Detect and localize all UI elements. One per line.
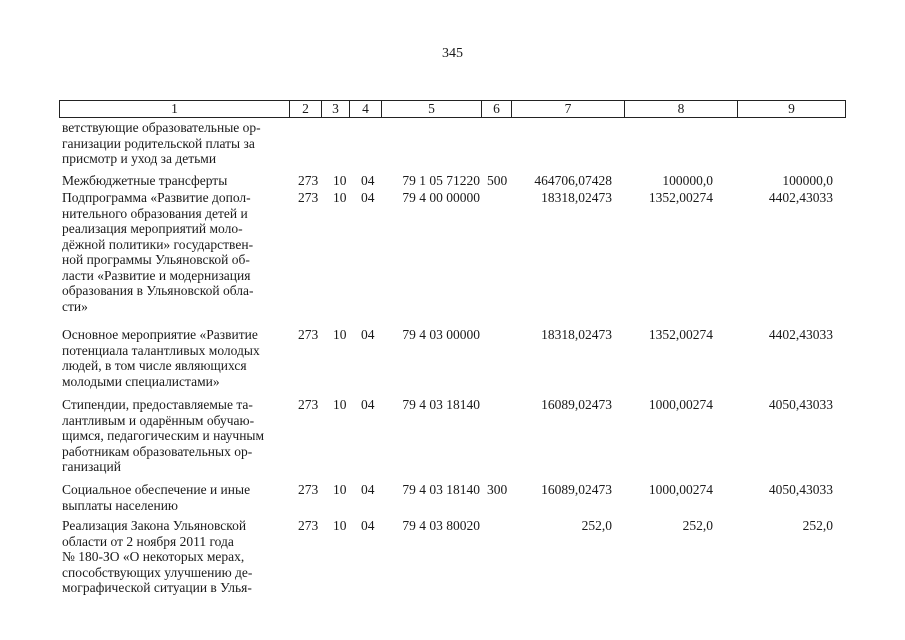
table-header [59, 100, 846, 118]
amount-col-9: 4050,43033 [768, 397, 833, 412]
header-col-8: 8 [625, 101, 738, 117]
header-col-1: 1 [60, 101, 290, 117]
subsection-code: 10 [333, 518, 347, 533]
sub-subsection-code: 04 [361, 190, 375, 205]
amount-col-7: 16089,02473 [541, 482, 612, 497]
amount-col-7: 18318,02473 [541, 327, 612, 342]
description-line: ной программы Ульяновской об- [62, 252, 250, 267]
amount-col-9: 100000,0 [782, 173, 833, 188]
description-line: мографической ситуации в Улья- [62, 580, 252, 595]
sub-subsection-code: 04 [361, 327, 375, 342]
amount-col-7: 16089,02473 [541, 397, 612, 412]
description-line: потенциала талантливых молодых [62, 342, 260, 358]
section-code: 273 [298, 518, 319, 533]
section-code: 273 [298, 173, 319, 188]
section-code: 273 [298, 482, 319, 497]
sub-subsection-code: 04 [361, 173, 375, 188]
amount-col-9: 4402,43033 [768, 190, 833, 205]
amount-col-9: 4050,43033 [768, 482, 833, 497]
target-article-code: 79 4 03 00000 [402, 327, 480, 342]
description-line: лантливым и одарённым обучаю- [62, 412, 255, 428]
description-line: молодыми специалистами» [62, 373, 220, 389]
section-code: 273 [298, 190, 319, 205]
sub-subsection-code: 04 [361, 397, 375, 412]
description-line: № 180-ЗО «О некоторых мерах, [62, 549, 245, 564]
description-line: Основное мероприятие «Развитие [62, 327, 258, 342]
target-article-code: 79 4 03 18140 [402, 482, 480, 497]
target-article-code: 79 4 03 80020 [402, 518, 480, 533]
description-line: Межбюджетные трансферты [62, 173, 228, 188]
amount-col-9: 4402,43033 [768, 327, 833, 342]
description-line: ганизаций [62, 459, 121, 474]
description-line: ветствующие образовательные ор- [62, 120, 261, 135]
subsection-code: 10 [333, 327, 347, 342]
row-description [62, 120, 288, 167]
amount-col-8: 1000,00274 [648, 482, 713, 497]
description-line: реализация мероприятий моло- [62, 221, 243, 236]
sub-subsection-code: 04 [361, 518, 375, 533]
description-line: присмотр и уход за детьми [62, 151, 217, 166]
description-line: Подпрограмма «Развитие допол- [62, 190, 251, 205]
row-description [62, 518, 288, 596]
section-code: 273 [298, 397, 319, 412]
amount-col-8: 1352,00274 [648, 190, 713, 205]
amount-col-7: 464706,07428 [534, 173, 612, 188]
expense-type-code: 500 [487, 173, 508, 188]
header-col-9: 9 [788, 101, 795, 116]
description-line: ласти «Развитие и модернизация [62, 267, 251, 283]
target-article-code: 79 1 05 71220 [402, 173, 480, 188]
amount-col-8: 100000,0 [662, 173, 713, 188]
description-line: способствующих улучшению де- [62, 564, 253, 580]
description-line: образования в Ульяновской обла- [62, 283, 254, 298]
header-col-7: 7 [512, 101, 625, 117]
description-line: нительного образования детей и [62, 205, 248, 221]
header-col-6: 6 [482, 101, 512, 117]
row-description [62, 327, 288, 389]
description-line: выплаты населению [62, 497, 179, 513]
amount-col-8: 1000,00274 [648, 397, 713, 412]
amount-col-9: 252,0 [802, 518, 833, 533]
description-line: людей, в том числе являющихся [62, 358, 247, 373]
description-line: сти» [62, 298, 88, 314]
header-col-5: 5 [382, 101, 482, 117]
subsection-code: 10 [333, 190, 347, 205]
target-article-code: 79 4 00 00000 [402, 190, 480, 205]
header-col-4: 4 [350, 101, 382, 117]
header-col-2: 2 [290, 101, 322, 117]
description-line: Социальное обеспечение и иные [62, 482, 251, 497]
description-line: работникам образовательных ор- [62, 443, 253, 459]
amount-col-7: 18318,02473 [541, 190, 612, 205]
subsection-code: 10 [333, 482, 347, 497]
amount-col-8: 252,0 [682, 518, 713, 533]
description-line: Реализация Закона Ульяновской [62, 518, 247, 533]
amount-col-8: 1352,00274 [648, 327, 713, 342]
section-code: 273 [298, 327, 319, 342]
amount-col-7: 252,0 [581, 518, 612, 533]
row-description [62, 173, 288, 189]
description-line: ганизации родительской платы за [62, 135, 255, 151]
sub-subsection-code: 04 [361, 482, 375, 497]
row-description [62, 482, 288, 513]
row-description [62, 397, 288, 475]
row-description [62, 190, 288, 314]
subsection-code: 10 [333, 397, 347, 412]
page-number: 345 [442, 46, 463, 61]
description-line: щимся, педагогическим и научным [62, 428, 265, 443]
expense-type-code: 300 [487, 482, 508, 497]
description-line: дёжной политики» государствен- [62, 236, 254, 252]
header-col-3: 3 [322, 101, 350, 117]
subsection-code: 10 [333, 173, 347, 188]
description-line: области от 2 ноября 2011 года [62, 533, 234, 549]
target-article-code: 79 4 03 18140 [402, 397, 480, 412]
description-line: Стипендии, предоставляемые та- [62, 397, 253, 412]
